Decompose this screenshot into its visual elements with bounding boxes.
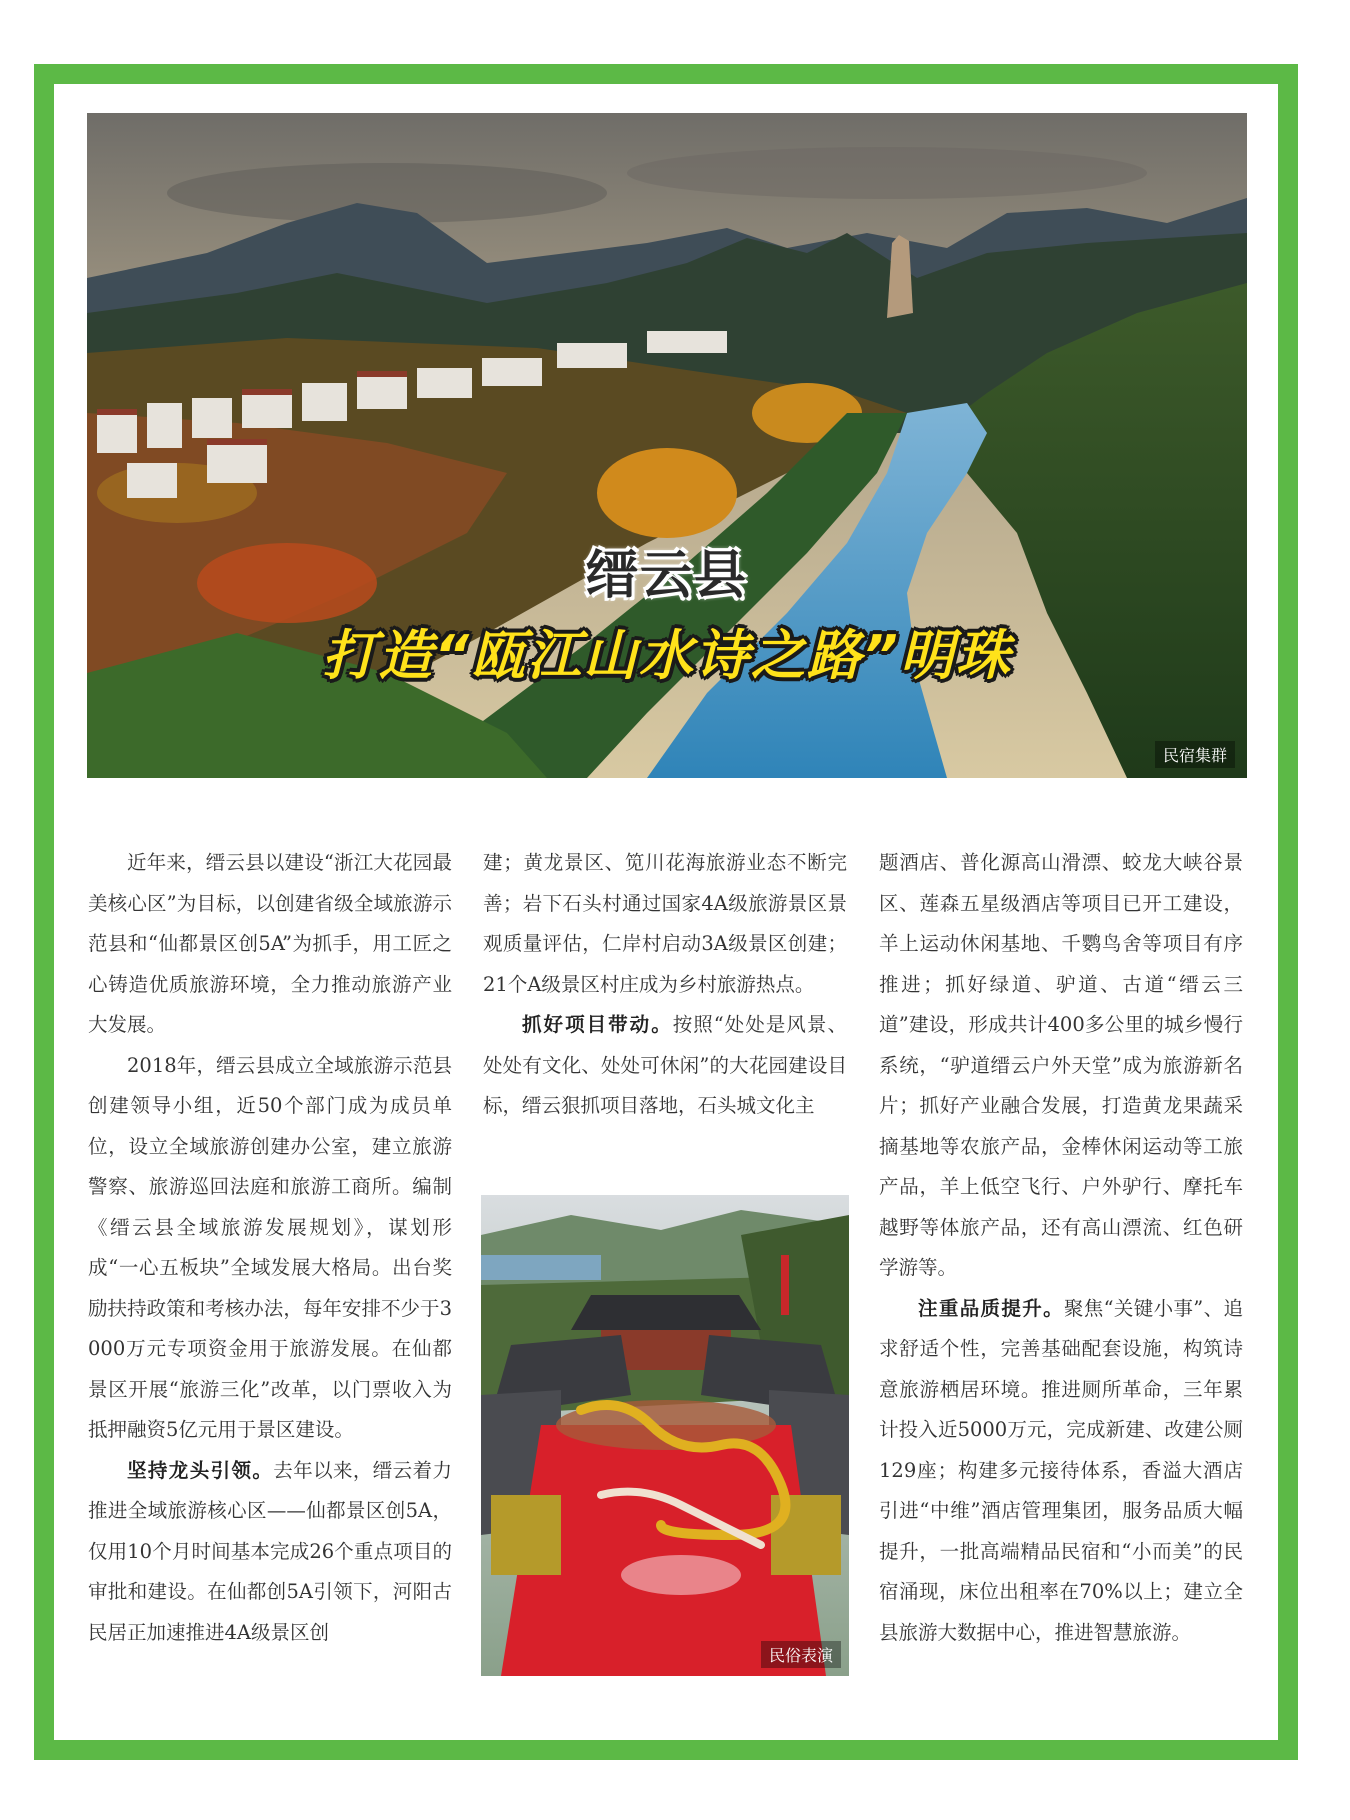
hero-subtitle: 缙云县 bbox=[585, 546, 748, 606]
paragraph bbox=[88, 1451, 452, 1654]
paragraph: 近年来，缙云县以建设“浙江大花园最美核心区”为目标，以创建省级全域旅游示范县和“仙都景区创5A”为抓手，用工匠之心铸造优质旅游环境，全力推动旅游产业大发展。 bbox=[88, 851, 452, 1036]
section-lead: 注重品质提升。 bbox=[918, 1296, 1064, 1320]
folk-photo-caption: 民俗表演 bbox=[761, 1641, 841, 1668]
folk-performance-illustration bbox=[481, 1195, 849, 1676]
section-lead: 坚持龙头引领。 bbox=[127, 1458, 274, 1482]
paragraph-text: 按照“处处是风景、处处有文化、处处可休闲”的大花园建设目标，缙云狠抓项目落地，石头城文化主 bbox=[483, 1013, 847, 1117]
paragraph-text: 去年以来，缙云着力推进全域旅游核心区——仙都景区创5A，仅用10个月时间基本完成26个重点项目的审批和建设。在仙都创5A引领下，河阳古民居正加速推进4A级景区创 bbox=[88, 1458, 452, 1644]
paragraph-text: 聚焦“关键小事”、追求舒适个性，完善基础配套设施，构筑诗意旅游栖居环境。推进厕所革命，三年累计投入近5000万元，完成新建、改建公厕129座；构建多元接待体系，香溢大酒店引进“中维”酒店管理集团，服务品质大幅提升，一批高端精品民宿和“小而美”的民宿涌现，床位出租率在70%以上；建立全县旅游大数据中心，推进智慧旅游。 bbox=[879, 1296, 1243, 1644]
paragraph: 建；黄龙景区、笕川花海旅游业态不断完善；岩下石头村通过国家4A级旅游景区景观质量评估，仁岸村启动3A级景区创建；21个A级景区村庄成为乡村旅游热点。 bbox=[483, 851, 847, 996]
paragraph bbox=[483, 1005, 847, 1127]
paragraph: 题酒店、普化源高山滑漂、蛟龙大峡谷景区、莲森五星级酒店等项目已开工建设，羊上运动休闲基地、千鹦鸟舍等项目有序推进；抓好绿道、驴道、古道“缙云三道”建设，形成共计400多公里的城乡慢行系统，“驴道缙云户外天堂”成为旅游新名片；抓好产业融合发展，打造黄龙果蔬采摘基地等农旅产品，金棒休闲运动等工旅产品，羊上低空飞行、户外驴行、摩托车越野等体旅产品，还有高山漂流、红色研学游等。 bbox=[879, 851, 1243, 1279]
article-column-3 bbox=[879, 843, 1243, 1653]
paragraph: 2018年，缙云县成立全域旅游示范县创建领导小组，近50个部门成为成员单位，设立全域旅游创建办公室，建立旅游警察、旅游巡回法庭和旅游工商所。编制《缙云县全域旅游发展规划》，谋划形成“一心五板块”全域发展大格局。出台奖励扶持政策和考核办法，每年安排不少于3000万元专项资金用于旅游发展。在仙都景区开展“旅游三化”改革，以门票收入为抵押融资5亿元用于景区建设。 bbox=[88, 1053, 452, 1441]
article-column-2 bbox=[483, 843, 847, 1193]
folk-performance-photo bbox=[481, 1195, 849, 1676]
hero-landscape-photo bbox=[87, 113, 1247, 778]
hero-title: 打造“瓯江山水诗之路”明珠 bbox=[322, 624, 1012, 687]
article-column-1 bbox=[88, 843, 452, 1653]
paragraph bbox=[879, 1289, 1243, 1654]
section-lead: 抓好项目带动。 bbox=[522, 1013, 673, 1036]
hero-photo-caption: 民宿集群 bbox=[1155, 741, 1235, 768]
